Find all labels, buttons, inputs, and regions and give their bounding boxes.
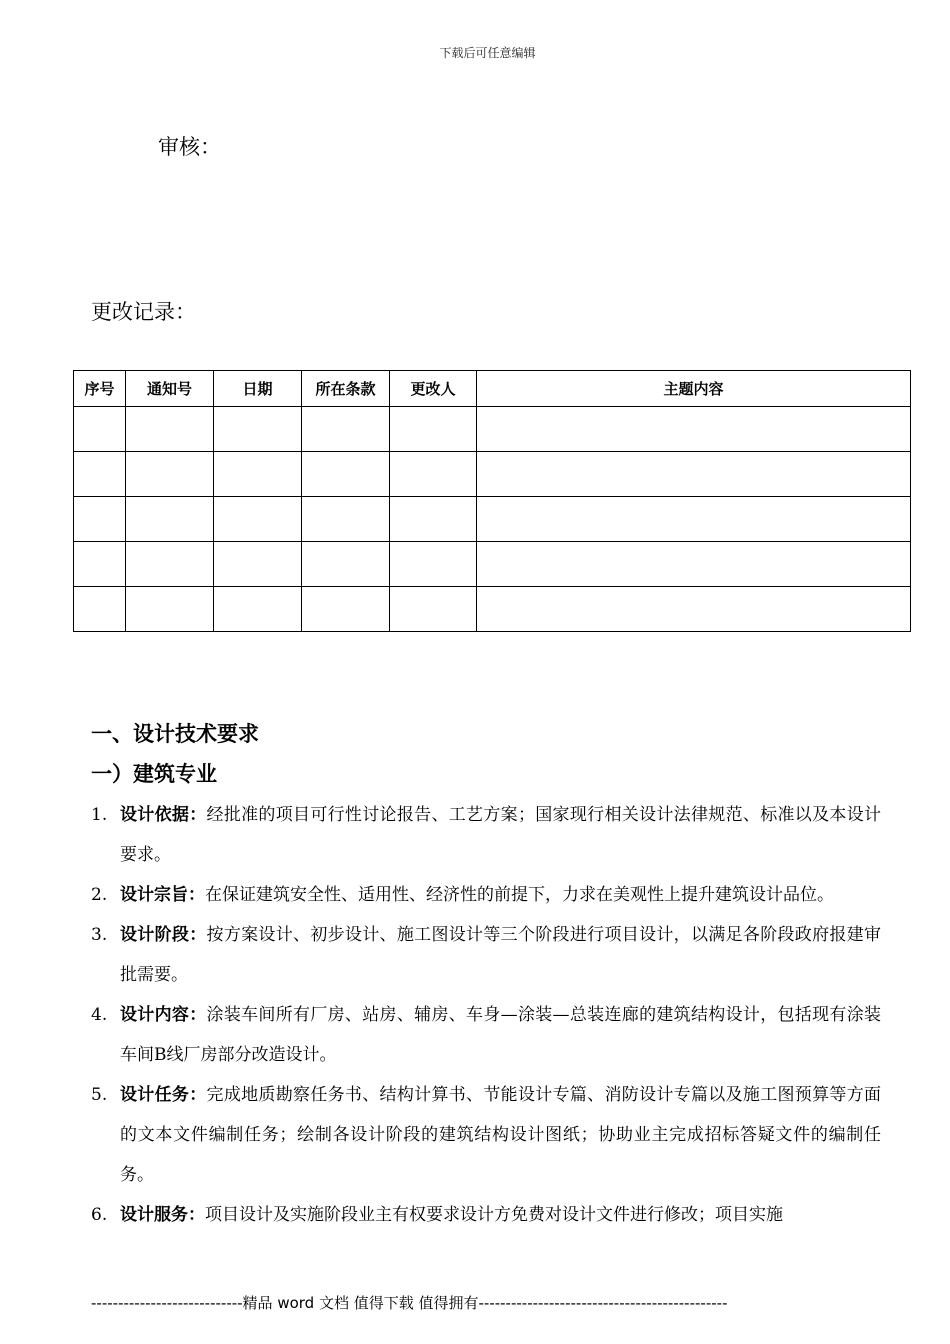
requirement-list bbox=[91, 795, 881, 1235]
item-text: 在保证建筑安全性、适用性、经济性的前提下，力求在美观性上提升建筑设计品位。 bbox=[205, 885, 834, 905]
item-label: 设计任务： bbox=[120, 1085, 207, 1105]
table-row bbox=[74, 587, 911, 632]
item-label: 设计宗旨： bbox=[120, 885, 205, 905]
item-number: 4. bbox=[91, 1005, 108, 1025]
table-cell bbox=[74, 497, 126, 542]
header-cell-modifier: 更改人 bbox=[390, 371, 477, 407]
list-item bbox=[91, 875, 881, 915]
list-item bbox=[91, 915, 881, 995]
table-cell bbox=[477, 587, 911, 632]
item-text: 完成地质勘察任务书、结构计算书、节能设计专篇、消防设计专篇以及施工图预算等方面的文本文件编制任务；绘制各设计阶段的建筑结构设计图纸；协助业主完成招标答疑文件的编制任务。 bbox=[120, 1085, 882, 1185]
item-label: 设计服务： bbox=[120, 1205, 205, 1225]
table-cell bbox=[214, 452, 302, 497]
table-cell bbox=[74, 587, 126, 632]
table-row bbox=[74, 542, 911, 587]
table-cell bbox=[477, 407, 911, 452]
item-label: 设计依据： bbox=[120, 805, 207, 825]
table-cell bbox=[302, 542, 390, 587]
header-cell-subject: 主题内容 bbox=[477, 371, 911, 407]
item-label: 设计阶段： bbox=[120, 925, 207, 945]
table-cell bbox=[214, 407, 302, 452]
table-cell bbox=[302, 452, 390, 497]
table-cell bbox=[302, 497, 390, 542]
table-cell bbox=[214, 497, 302, 542]
list-item bbox=[91, 995, 881, 1075]
list-item bbox=[91, 1195, 881, 1235]
header-cell-clause: 所在条款 bbox=[302, 371, 390, 407]
table-row bbox=[74, 497, 911, 542]
table-cell bbox=[302, 407, 390, 452]
item-number: 1. bbox=[91, 805, 108, 825]
table-cell bbox=[390, 407, 477, 452]
table-cell bbox=[126, 497, 214, 542]
table-cell bbox=[477, 497, 911, 542]
item-text: 项目设计及实施阶段业主有权要求设计方免费对设计文件进行修改；项目实施 bbox=[205, 1205, 783, 1225]
table-row bbox=[74, 452, 911, 497]
table-cell bbox=[390, 497, 477, 542]
review-label: 审核： bbox=[158, 135, 221, 159]
item-text: 经批准的项目可行性讨论报告、工艺方案；国家现行相关设计法律规范、标准以及本设计要求。 bbox=[120, 805, 882, 865]
subsection-heading-architecture: 一）建筑专业 bbox=[91, 762, 217, 786]
table-cell bbox=[126, 452, 214, 497]
header-cell-notice-no: 通知号 bbox=[126, 371, 214, 407]
table-cell bbox=[74, 452, 126, 497]
change-record-title: 更改记录： bbox=[91, 300, 196, 324]
item-text: 按方案设计、初步设计、施工图设计等三个阶段进行项目设计，以满足各阶段政府报建审批需要。 bbox=[120, 925, 882, 985]
table-cell bbox=[302, 587, 390, 632]
table-cell bbox=[126, 587, 214, 632]
item-number: 5. bbox=[91, 1085, 108, 1105]
section-heading-design-requirements: 一、设计技术要求 bbox=[91, 722, 259, 746]
table-cell bbox=[214, 587, 302, 632]
list-item bbox=[91, 1075, 881, 1195]
table-cell bbox=[214, 542, 302, 587]
table-cell bbox=[390, 587, 477, 632]
table-row bbox=[74, 407, 911, 452]
item-number: 3. bbox=[91, 925, 108, 945]
item-text: 涂装车间所有厂房、站房、辅房、车身—涂装—总装连廊的建筑结构设计，包括现有涂装车间B线厂房部分改造设计。 bbox=[120, 1005, 882, 1065]
header-cell-date: 日期 bbox=[214, 371, 302, 407]
table-cell bbox=[477, 452, 911, 497]
header-note: 下载后可任意编辑 bbox=[439, 46, 536, 60]
item-number: 2. bbox=[91, 885, 108, 905]
table-cell bbox=[74, 542, 126, 587]
header-cell-index: 序号 bbox=[74, 371, 126, 407]
list-item bbox=[91, 795, 881, 875]
table-header-row bbox=[74, 371, 911, 407]
table-cell bbox=[477, 542, 911, 587]
table-cell bbox=[126, 542, 214, 587]
table-cell bbox=[390, 452, 477, 497]
footer-note: ----------------------------精品 word 文档 值得下载 值得拥有---------------------------------------------- bbox=[91, 1294, 728, 1312]
item-number: 6. bbox=[91, 1205, 108, 1225]
table-cell bbox=[126, 407, 214, 452]
table-cell bbox=[74, 407, 126, 452]
item-label: 设计内容： bbox=[120, 1005, 207, 1025]
table-cell bbox=[390, 542, 477, 587]
change-record-table bbox=[73, 370, 911, 632]
